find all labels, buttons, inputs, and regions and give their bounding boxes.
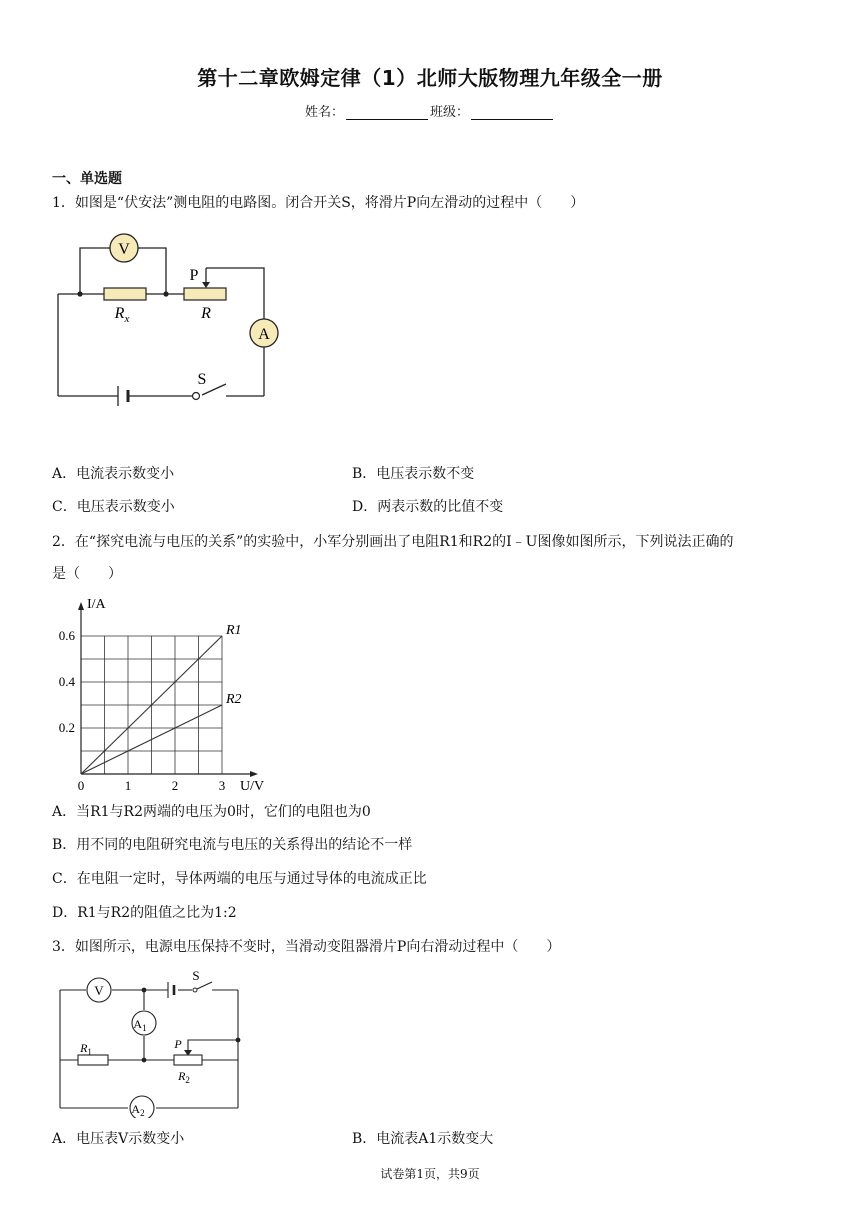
q2-option-a[interactable]: A．当R1与R2两端的电压为0时，它们的电阻也为0 [52,804,371,820]
q1-option-a[interactable]: A．电流表示数变小 [52,466,175,482]
q2-option-b[interactable]: B．用不同的电阻研究电流与电压的关系得出的结论不一样 [52,837,413,853]
name-blank[interactable] [346,107,428,120]
section-title: 一、单选题 [52,171,122,187]
q3-option-b[interactable]: B．电流表A1示数变大 [352,1131,494,1147]
q2-option-d[interactable]: D．R1与R2的阻值之比为1:2 [52,905,237,921]
question-3-stem: 3．如图所示，电源电压保持不变时，当滑动变阻器滑片P向右滑动过程中（ ） [52,939,561,955]
q2-option-c[interactable]: C．在电阻一定时，导体两端的电压与通过导体的电流成正比 [52,871,427,887]
question-2-stem-line2: 是（ ） [52,566,122,582]
label-p: P [189,267,199,284]
class-blank[interactable] [471,107,553,120]
y-tick-label: 0.2 [58,720,75,735]
label-s: S [197,371,207,388]
label-a1: $A_1$ [133,1017,147,1033]
label-r: R [201,305,211,322]
q1-option-d[interactable]: D．两表示数的比值不变 [352,499,504,515]
y-tick-label: 0.4 [58,674,75,689]
question-1-stem: 1．如图是“伏安法”测电阻的电路图。闭合开关S，将滑片P向左滑动的过程中（ ） [52,195,585,211]
y-axis-arrow [78,602,84,610]
series-label-r2: R2 [226,692,242,707]
label-rx: $R_x$ [114,305,130,325]
q1-option-b[interactable]: B．电压表示数不变 [352,466,475,482]
x-tick-label: 3 [218,778,226,793]
x-axis-arrow [250,771,258,777]
x-tick-label: 2 [171,778,179,793]
name-class-line [0,101,860,120]
label-v: V [118,241,130,258]
q1-option-c[interactable]: C．电压表示数变小 [52,499,175,515]
name-label: 姓名： [304,105,344,120]
x-tick-label: 0 [77,778,85,793]
label-a2: $A_2$ [131,1102,145,1118]
question-1-circuit [52,228,282,418]
x-axis-label: U/V [240,779,265,794]
page-title: 第十二章欧姆定律（1）北师大版物理九年级全一册 [197,66,663,90]
class-label: 班级： [430,105,470,120]
question-3-circuit [52,968,252,1118]
series-label-r1: R1 [226,623,242,638]
question-2-stem-line1: 2．在“探究电流与电压的关系”的实验中，小军分别画出了电阻R1和R2的I﹣U图像如图所示，下列说法正确的 [52,534,734,550]
page-footer: 试卷第1页，共9页 [380,1167,480,1181]
iu-graph [52,592,282,798]
label-r1: $R_1$ [80,1041,92,1057]
label-a: A [258,326,270,343]
y-axis-label: I/A [87,597,106,612]
label-p: P [174,1037,182,1051]
x-tick-label: 1 [124,778,132,793]
label-v: V [94,983,104,998]
label-r2: $R_2$ [178,1069,190,1085]
q3-option-a[interactable]: A．电压表V示数变小 [52,1131,185,1147]
y-tick-label: 0.6 [58,628,75,643]
label-s: S [192,968,200,983]
